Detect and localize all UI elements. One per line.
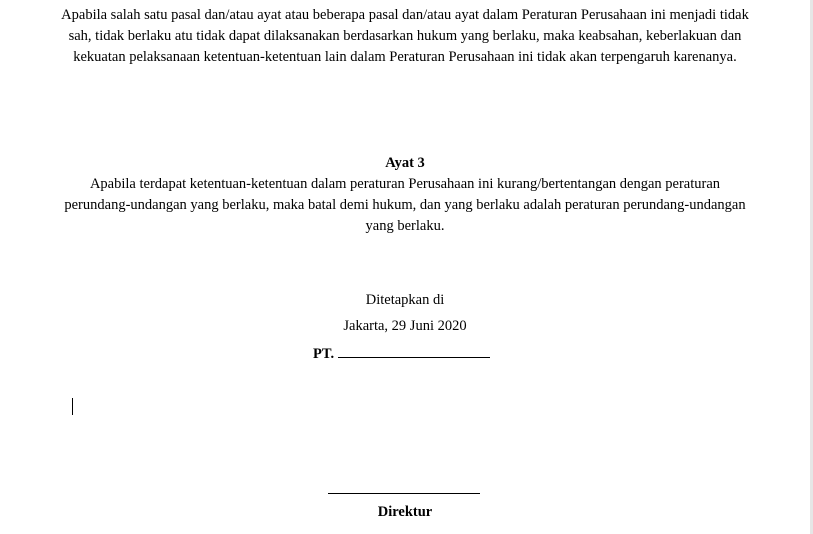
company-name-blank[interactable] bbox=[338, 343, 490, 358]
heading-ayat-3: Ayat 3 bbox=[385, 155, 425, 171]
signature-line bbox=[328, 493, 480, 494]
company-line bbox=[313, 343, 490, 365]
paragraph-severability: Apabila salah satu pasal dan/atau ayat atau beberapa pasal dan/atau ayat dalam Peraturan Perusahaan ini menjadi tidak sah, tidak berlaku atu tidak dapat dilaksanakan berdasarkan hukum yang berlaku, maka keabsahan, keberlakuan dan kekuatan pelaksanaan ketentuan-ketentuan lain dalam Peraturan Perusahaan ini tidak akan terpengaruh karenanya. bbox=[61, 7, 749, 65]
paragraph-ayat-3: Apabila terdapat ketentuan-ketentuan dalam peraturan Perusahaan ini kurang/bertentangan dengan peraturan perundang-undangan yang berlaku, maka batal demi hukum, dan yang berlaku adalah peraturan perundang-undangan yang berlaku. bbox=[64, 176, 746, 234]
place-date: Jakarta, 29 Juni 2020 bbox=[343, 318, 467, 334]
signatory-title: Direktur bbox=[377, 504, 433, 520]
text-cursor bbox=[72, 398, 73, 415]
company-label: PT. bbox=[313, 346, 335, 362]
ditetapkan-label: Ditetapkan di bbox=[365, 292, 445, 308]
